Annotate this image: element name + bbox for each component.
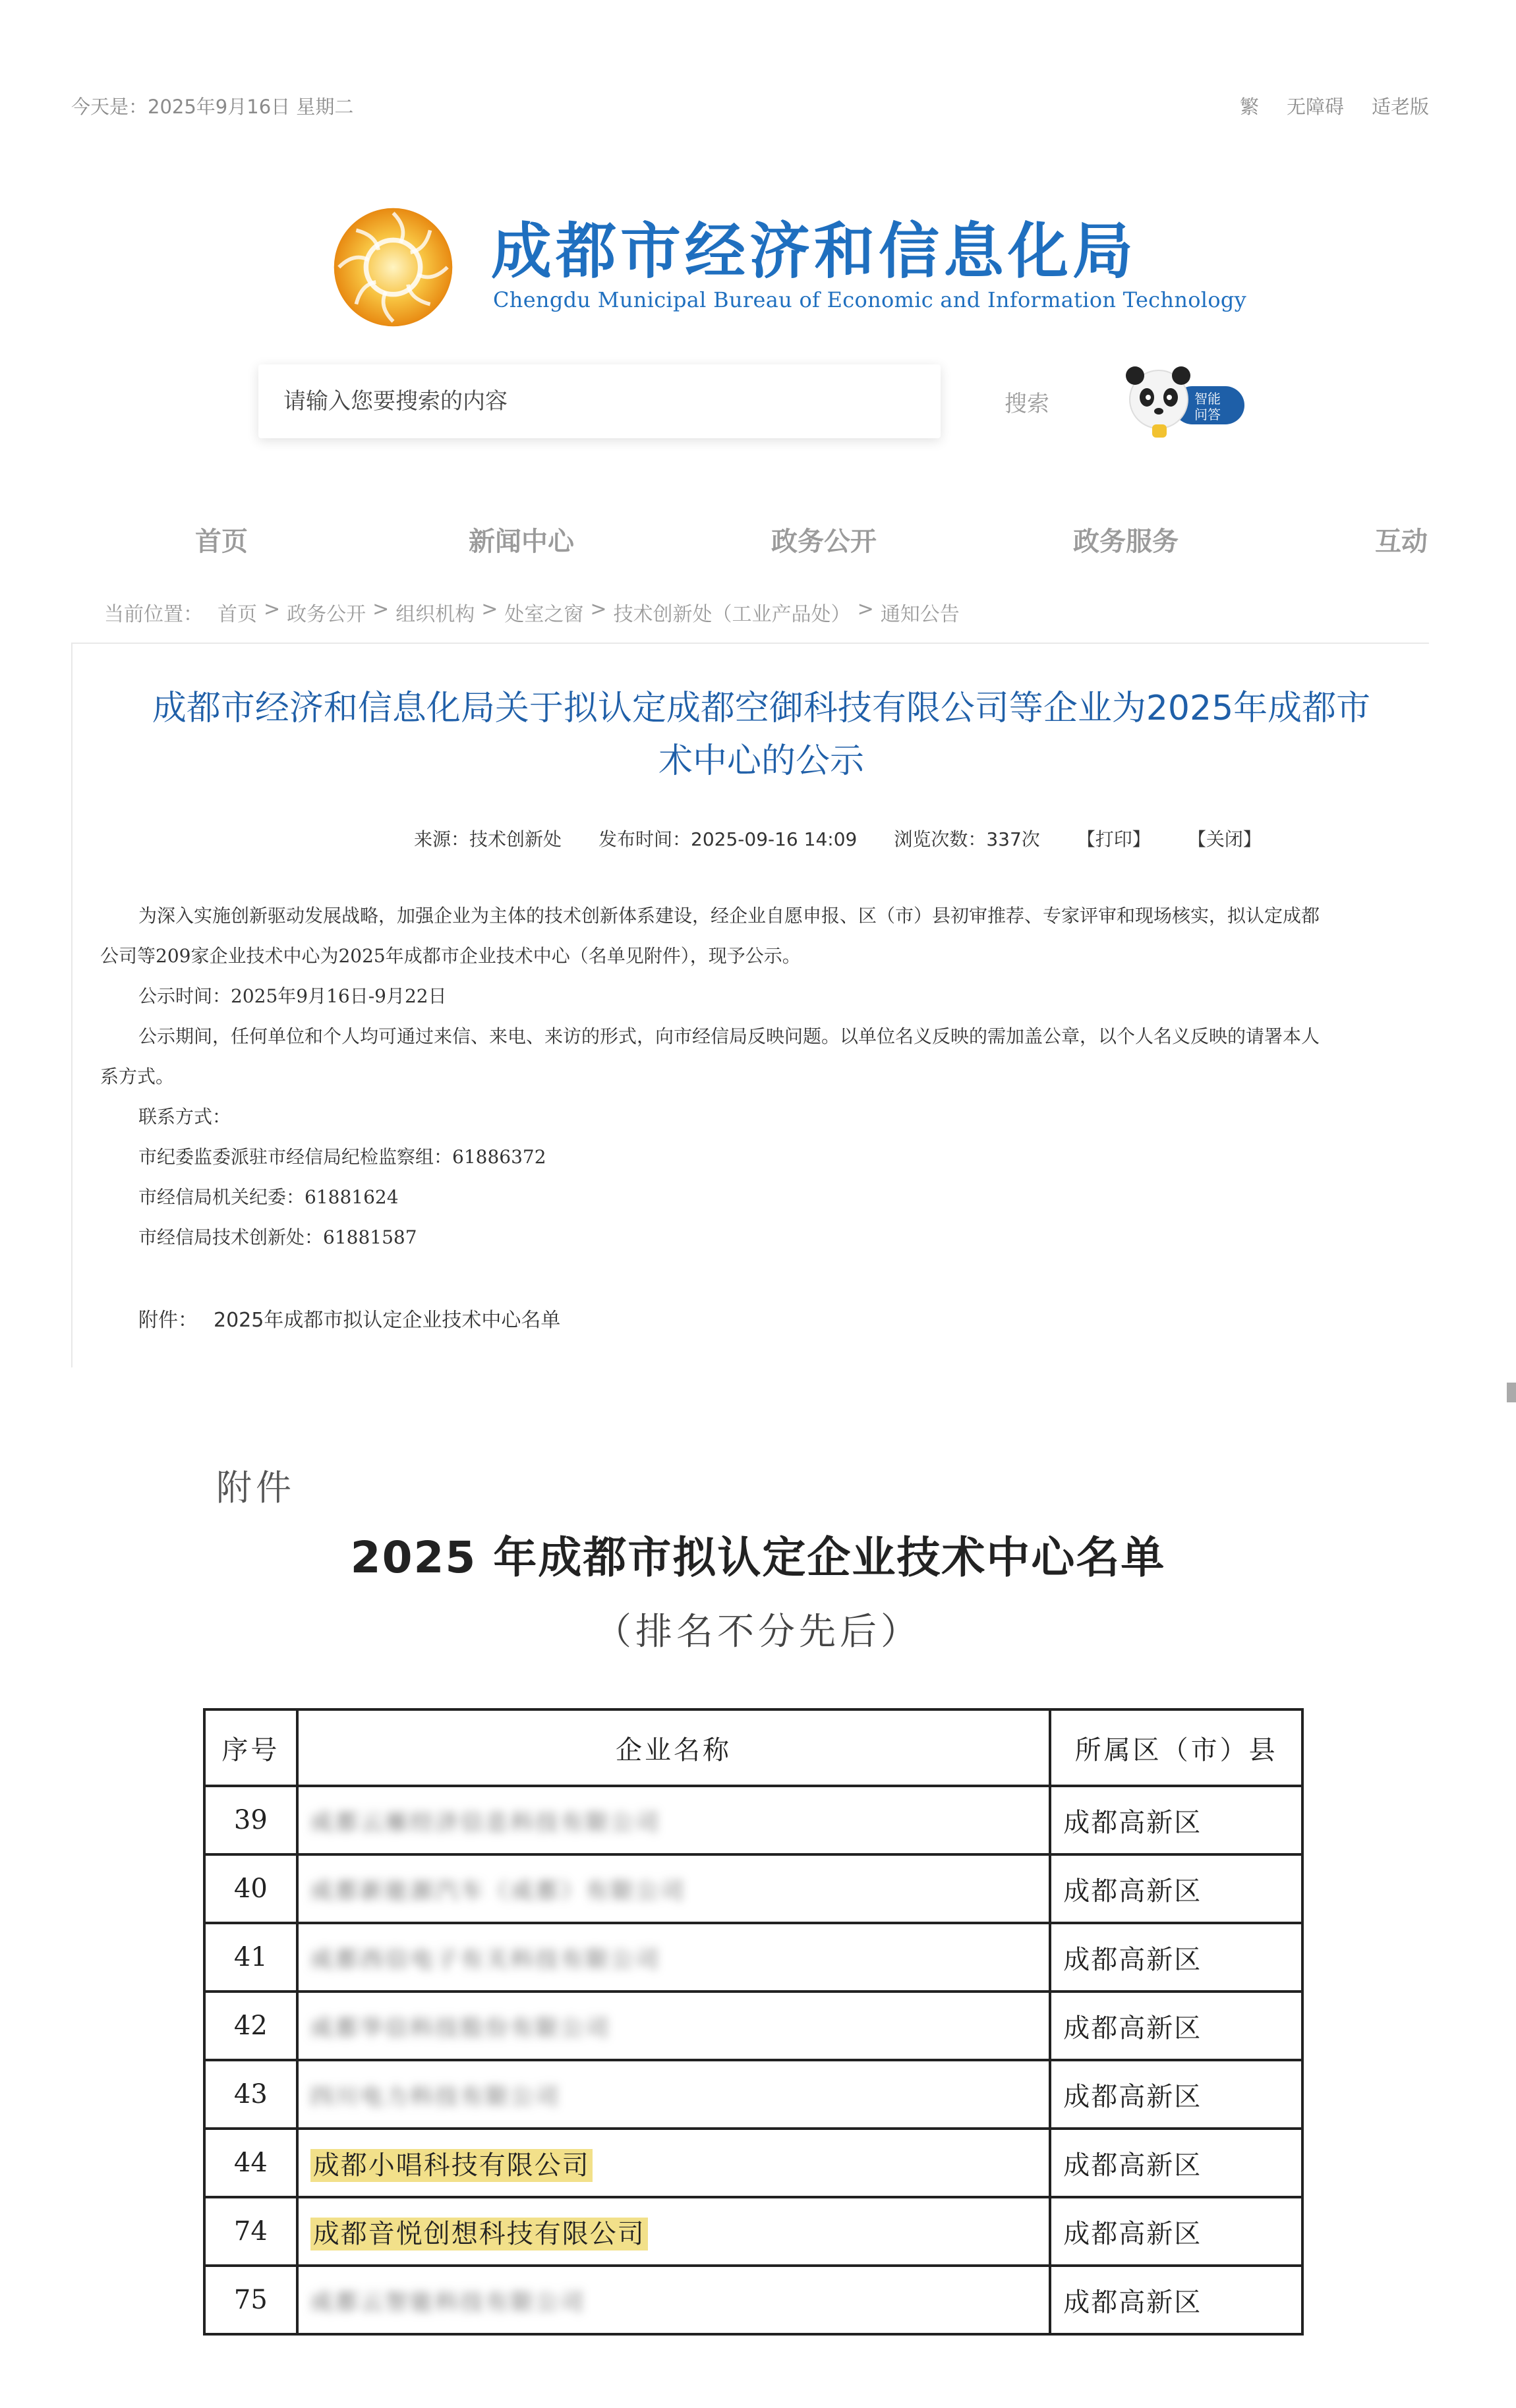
breadcrumb-item[interactable]: 政务公开 <box>287 603 366 626</box>
nav-government-services[interactable]: 政务服务 <box>1073 527 1179 557</box>
search-button[interactable]: 搜索 <box>1005 390 1049 417</box>
breadcrumb-separator: > <box>481 598 498 621</box>
breadcrumb-item[interactable]: 通知公告 <box>880 603 960 626</box>
row-company-name <box>297 2266 1051 2334</box>
table-row <box>204 2266 1302 2334</box>
article-paragraph: 系方式。 <box>100 1066 175 1087</box>
article-paragraph: 联系方式： <box>138 1106 231 1128</box>
document-subtitle: （排名不分先后） <box>595 1611 921 1653</box>
article-source: 来源：技术创新处 <box>414 828 562 850</box>
accessibility-link[interactable]: 无障碍 <box>1286 96 1344 118</box>
bureau-name-en: Chengdu Municipal Bureau of Economic and Information Technology <box>493 287 1247 312</box>
row-number: 43 <box>204 2060 297 2129</box>
breadcrumb-item[interactable]: 组织机构 <box>395 603 475 626</box>
redacted-company-name: 成都云智能科技有限公司 <box>310 2289 586 2316</box>
article-paragraph: 为深入实施创新驱动发展战略，加强企业为主体的技术创新体系建设，经企业自愿申报、区（市）县初审推荐、专家评审和现场核实，拟认定成都 <box>138 905 1320 927</box>
breadcrumb-separator: > <box>372 598 390 621</box>
table-header-row <box>204 1709 1302 1786</box>
article-title-line: 术中心的公示 <box>658 741 864 781</box>
table-row <box>204 1923 1302 1992</box>
row-company-name <box>297 1992 1051 2060</box>
assistant-label-1: 智能 <box>1194 391 1221 407</box>
row-number: 44 <box>204 2129 297 2197</box>
header-company-name: 企业名称 <box>297 1709 1051 1786</box>
attachment-label: 附件： <box>138 1309 198 1332</box>
row-company-name <box>297 1854 1051 1923</box>
row-number: 40 <box>204 1854 297 1923</box>
article-paragraph: 公示期间，任何单位和个人均可通过来信、来电、来访的形式，向市经信局反映问题。以单位名义反映的需加盖公章，以个人名义反映的请署本人 <box>138 1025 1320 1047</box>
row-district: 成都高新区 <box>1050 2266 1302 2334</box>
row-district: 成都高新区 <box>1050 2129 1302 2197</box>
header-number: 序号 <box>204 1709 297 1786</box>
header-district: 所属区（市）县 <box>1050 1709 1302 1786</box>
article-panel-border <box>71 643 1429 644</box>
search-input[interactable] <box>258 364 941 438</box>
traditional-chinese-link[interactable]: 繁 <box>1239 96 1259 118</box>
row-number: 42 <box>204 1992 297 2060</box>
article-paragraph: 公司等209家企业技术中心为2025年成都市企业技术中心（名单见附件），现予公示。 <box>100 945 801 967</box>
article-meta <box>414 825 1262 851</box>
redacted-company-name: 成都新能源汽车（成都）有限公司 <box>310 1878 686 1905</box>
breadcrumb <box>104 598 960 627</box>
elderly-mode-link[interactable]: 适老版 <box>1371 96 1429 118</box>
document-attachment-label: 附件 <box>216 1467 295 1508</box>
table-row <box>204 1992 1302 2060</box>
nav-interaction[interactable]: 互动 <box>1375 527 1428 557</box>
assistant-label-2: 问答 <box>1194 407 1221 422</box>
row-district: 成都高新区 <box>1050 2060 1302 2129</box>
row-company-name <box>297 2060 1051 2129</box>
close-button[interactable]: 【关闭】 <box>1187 828 1262 850</box>
article-panel-border <box>71 643 73 1367</box>
table-row <box>204 2129 1302 2197</box>
breadcrumb-item[interactable]: 处室之窗 <box>504 603 584 626</box>
row-district: 成都高新区 <box>1050 2197 1302 2266</box>
row-district: 成都高新区 <box>1050 1923 1302 1992</box>
row-number: 75 <box>204 2266 297 2334</box>
attachment-row <box>138 1304 560 1333</box>
bureau-logo-icon <box>332 206 455 329</box>
breadcrumb-item[interactable]: 首页 <box>218 603 257 626</box>
table-row <box>204 2197 1302 2266</box>
article-publish-time: 发布时间：2025-09-16 14:09 <box>598 828 858 850</box>
article-title-line: 成都市经济和信息化局关于拟认定成都空御科技有限公司等企业为2025年成都市 <box>152 689 1371 728</box>
nav-government-affairs[interactable]: 政务公开 <box>771 527 877 557</box>
redacted-company-name: 成都华信科技股份有限公司 <box>310 2015 611 2042</box>
article-paragraph: 市经信局机关纪委：61881624 <box>138 1186 399 1208</box>
row-company-name <box>297 1786 1051 1854</box>
breadcrumb-item[interactable]: 技术创新处（工业产品处） <box>613 603 851 626</box>
bureau-name-cn: 成都市经济和信息化局 <box>491 216 1138 287</box>
attachment-link[interactable]: 2025年成都市拟认定企业技术中心名单 <box>214 1309 561 1332</box>
row-company-name <box>297 2197 1051 2266</box>
table-row <box>204 1786 1302 1854</box>
current-date: 今天是：2025年9月16日 星期二 <box>71 96 354 118</box>
search-box <box>258 364 941 438</box>
top-links <box>1240 92 1429 119</box>
article-view-count: 浏览次数：337次 <box>894 828 1040 850</box>
article-title <box>92 682 1430 788</box>
table-row <box>204 2060 1302 2129</box>
breadcrumb-separator: > <box>264 598 281 621</box>
article-paragraph: 市纪委监委派驻市经信局纪检监察组：61886372 <box>138 1146 546 1168</box>
breadcrumb-prefix: 当前位置： <box>104 603 203 626</box>
row-number: 41 <box>204 1923 297 1992</box>
row-company-name <box>297 1923 1051 1992</box>
document-title: 2025 年成都市拟认定企业技术中心名单 <box>350 1532 1166 1583</box>
row-district: 成都高新区 <box>1050 1786 1302 1854</box>
nav-news[interactable]: 新闻中心 <box>469 527 574 557</box>
breadcrumb-separator: > <box>590 598 607 621</box>
redacted-company-name: 四川电力科技有限公司 <box>310 2083 561 2110</box>
redacted-company-name: 成都云雁经济信息科技有限公司 <box>310 1809 661 1836</box>
article-paragraph: 市经信局技术创新处：61881587 <box>138 1226 417 1248</box>
table-row <box>204 1854 1302 1923</box>
scroll-edge-marker <box>1507 1383 1516 1402</box>
highlighted-company-name: 成都音悦创想科技有限公司 <box>310 2218 648 2250</box>
row-district: 成都高新区 <box>1050 1992 1302 2060</box>
company-list-table <box>203 1708 1304 2336</box>
panda-assistant-icon[interactable] <box>1121 361 1246 440</box>
article-paragraph: 公示时间：2025年9月16日-9月22日 <box>138 985 447 1007</box>
highlighted-company-name: 成都小唱科技有限公司 <box>310 2149 593 2182</box>
breadcrumb-separator: > <box>857 598 874 621</box>
row-number: 74 <box>204 2197 297 2266</box>
row-company-name <box>297 2129 1051 2197</box>
redacted-company-name: 成都西信电子有关科技有限公司 <box>310 1946 661 1973</box>
row-district: 成都高新区 <box>1050 1854 1302 1923</box>
print-button[interactable]: 【打印】 <box>1076 828 1151 850</box>
nav-home[interactable]: 首页 <box>195 527 248 557</box>
row-number: 39 <box>204 1786 297 1854</box>
